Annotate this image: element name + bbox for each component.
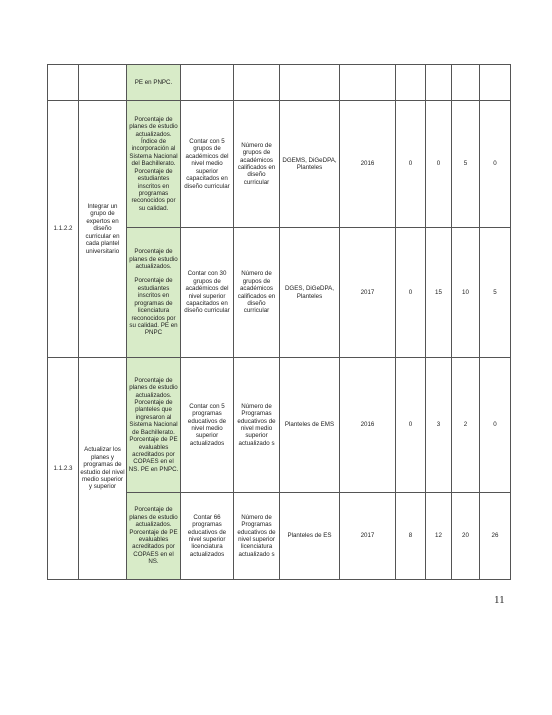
value-cell: 20 xyxy=(452,493,480,580)
value-cell: 0 xyxy=(426,101,452,228)
value-cell: 3 xyxy=(426,358,452,493)
responsible-cell: DGEMS, DiGeDPA, Planteles xyxy=(280,101,340,228)
value-cell xyxy=(426,65,452,101)
indicator-text: Porcentaje de planes de estudio actualizados. Índice de incorporación al Sistema Nacional del Bachillerato. Porcentaje de estudiantes inscritos en programas reconocidos por su calidad. xyxy=(129,115,178,212)
responsible-cell: Planteles de ES xyxy=(280,493,340,580)
goal-cell: Contar con 30 grupos de académicos del nivel superior capacitados en diseño curricular xyxy=(181,228,234,358)
action-cell xyxy=(79,65,127,101)
action-code-cell: 1.1.2.3 xyxy=(48,358,79,580)
value-cell: 12 xyxy=(426,493,452,580)
value-cell: 15 xyxy=(426,228,452,358)
page-number: 11 xyxy=(494,594,505,606)
action-code-cell xyxy=(48,65,79,101)
value-cell xyxy=(452,65,480,101)
action-plan-table xyxy=(47,64,511,580)
goal-cell: Contar con 5 programas educativos de nivel medio superior actualizados xyxy=(181,358,234,493)
value-cell: 26 xyxy=(480,493,511,580)
measure-cell xyxy=(234,65,280,101)
table-row xyxy=(48,101,511,228)
indicator-text: Porcentaje de planes de estudio actualizados. Porcentaje de PE evaluables acreditados por COPAES en el NS. xyxy=(129,506,178,566)
value-cell: 5 xyxy=(480,228,511,358)
value-cell: 0 xyxy=(480,358,511,493)
year-cell: 2016 xyxy=(340,101,396,228)
value-cell: 5 xyxy=(452,101,480,228)
responsible-cell: Planteles de EMS xyxy=(280,358,340,493)
indicator-text: PE en PNPC. xyxy=(134,78,173,86)
indicator-cell xyxy=(127,493,181,580)
value-cell: 0 xyxy=(396,101,426,228)
measure-cell: Número de Programas educativos de nivel medio superior actualizado s xyxy=(234,358,280,493)
value-cell: 0 xyxy=(396,228,426,358)
responsible-cell: DGES, DiGeDPA, Planteles xyxy=(280,228,340,358)
measure-cell: Número de grupos de académicos calificados en diseño curricular xyxy=(234,101,280,228)
value-cell: 8 xyxy=(396,493,426,580)
goal-cell: Contar con 5 grupos de académicos del nivel medio superior capacitados en diseño curricular xyxy=(181,101,234,228)
action-cell: Integrar un grupo de expertos en diseño curricular en cada plantel universitario xyxy=(79,101,127,358)
table-row xyxy=(48,358,511,493)
year-cell: 2017 xyxy=(340,228,396,358)
measure-cell: Número de grupos de académicos calificados en diseño curricular xyxy=(234,228,280,358)
value-cell: 10 xyxy=(452,228,480,358)
value-cell xyxy=(480,65,511,101)
indicator-cell xyxy=(127,228,181,358)
table-row xyxy=(48,65,511,101)
indicator-cell xyxy=(127,65,181,101)
measure-cell: Número de Programas educativos de nivel superior licenciatura actualizado s xyxy=(234,493,280,580)
goal-cell: Contar 66 programas educativos de nivel superior licenciatura actualizados xyxy=(181,493,234,580)
indicator-text: Porcentaje de planes de estudio actualizados. Porcentaje de planteles que ingresaron al Sistema Nacional de Bachillerato. Porcentaje de PE evaluables acreditados por COPAES en el NS. PE en PNPC. xyxy=(128,376,179,473)
indicator-text: Porcentaje de planes de estudio actualizados. xyxy=(129,248,178,271)
year-cell xyxy=(340,65,396,101)
action-code-cell: 1.1.2.2 xyxy=(48,101,79,358)
goal-cell xyxy=(181,65,234,101)
value-cell xyxy=(396,65,426,101)
responsible-cell xyxy=(280,65,340,101)
value-cell: 0 xyxy=(480,101,511,228)
value-cell: 0 xyxy=(396,358,426,493)
value-cell: 2 xyxy=(452,358,480,493)
indicator-cell xyxy=(127,101,181,228)
year-cell: 2017 xyxy=(340,493,396,580)
indicator-text: Porcentaje de estudiantes inscritos en programas de licenciatura reconocidos por su calidad. PE en PNPC xyxy=(129,277,178,337)
indicator-cell xyxy=(127,358,181,493)
year-cell: 2016 xyxy=(340,358,396,493)
action-cell: Actualizar los planes y programas de estudio del nivel medio superior y superior xyxy=(79,358,127,580)
